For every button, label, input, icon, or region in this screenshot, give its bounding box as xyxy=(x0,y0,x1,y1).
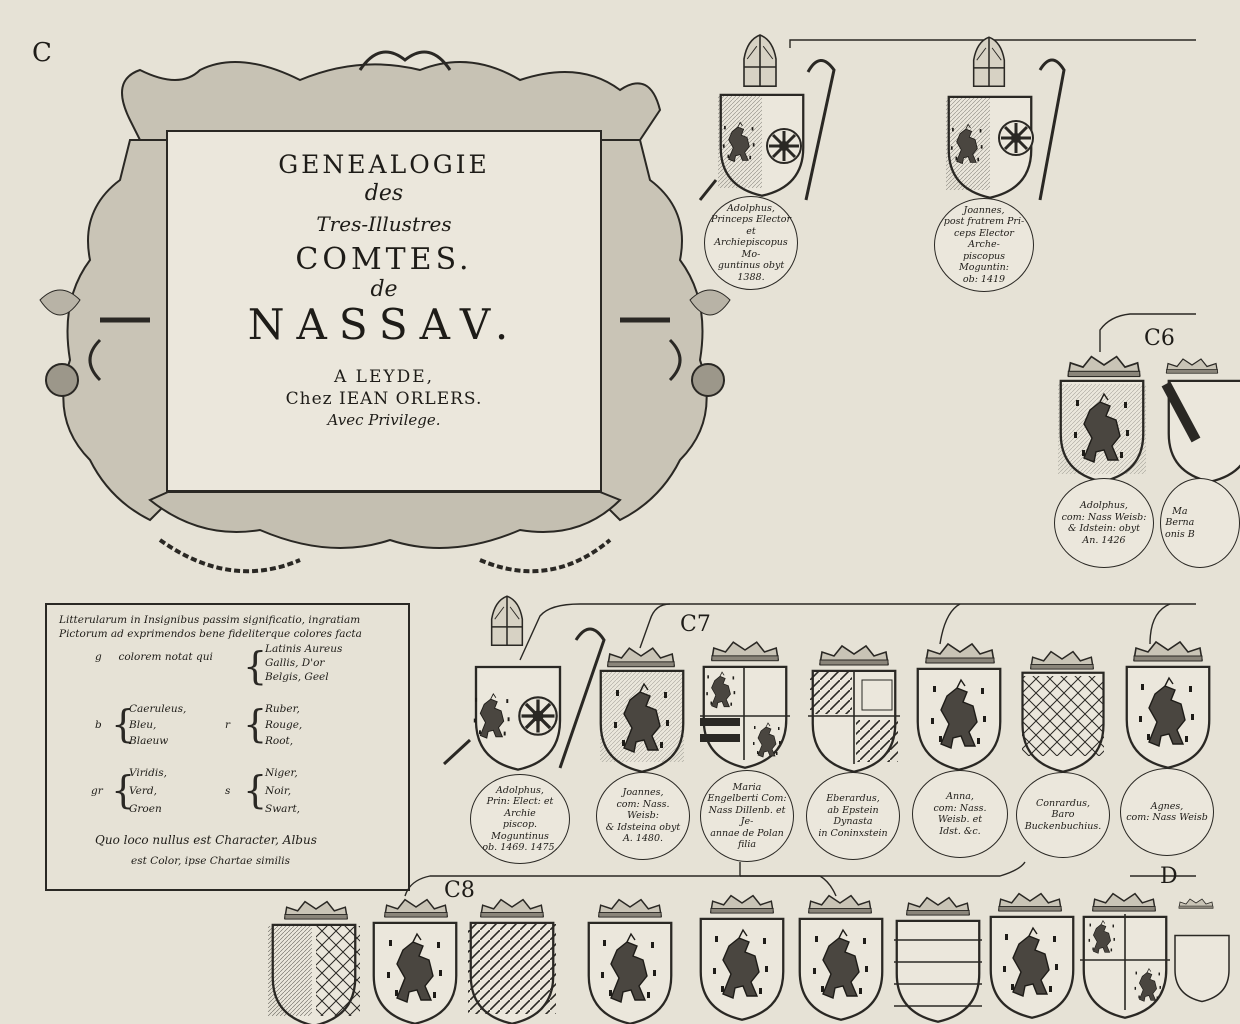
medallion-joannes-2: Joannes, com: Nass. Weisb: & Idsteina obyt A. 1480. xyxy=(596,772,690,860)
generation-tag-d: D xyxy=(1160,864,1178,889)
arms-joannes-2 xyxy=(600,648,684,772)
medallion-anna: Anna, com: Nass. Weisb. et Idst. &c. xyxy=(912,770,1008,858)
legend-r-2: Rouge, xyxy=(265,719,303,731)
title-de: de xyxy=(370,277,398,302)
medallion-adolphus-2: Adolphus, com: Nass Weisb: & Idstein: obyt An. 1426 xyxy=(1054,478,1154,568)
legend-g-1: Latinis Aureus xyxy=(265,643,343,655)
legend-s-2: Noir, xyxy=(265,785,292,797)
imprint-publisher: Chez IEAN ORLERS. xyxy=(285,389,483,409)
arms-conrardus xyxy=(1022,652,1104,772)
medallion-joannes-1: Joannes, post fratrem Pri- ceps Elector Arche- piscopus Moguntin: ob: 1419 xyxy=(934,198,1034,292)
medallion-conrardus: Conrardus, Baro Buckenbuchius. xyxy=(1016,772,1110,858)
medallion-agnes: Agnes, com: Nass Weisb xyxy=(1120,768,1214,856)
medallion-adolphus-1: Adolphus, Princeps Elector et Archiepiscopus Mo- guntinus obyt 1388. xyxy=(704,196,798,290)
imprint-privilege: Avec Privilege. xyxy=(327,411,441,429)
legend-footer-2: est Color, ipse Chartae similis xyxy=(131,855,291,867)
medallion-adolphus-3: Adolphus, Prin: Elect: et Archie piscop. Moguntinus ob. 1469. 1475. xyxy=(470,774,570,864)
legend-gr-1: Viridis, xyxy=(129,767,167,779)
arms-anna xyxy=(918,644,1001,770)
arms-adolphus-3 xyxy=(444,596,604,770)
arms-agnes xyxy=(1127,642,1210,768)
medallion-maria: Maria Engelberti Com: Nass Dillenb. et Je- annae de Polan filia xyxy=(700,770,794,862)
medallion-eberardus: Eberardus, ab Epstein Dynasta in Coninxstein xyxy=(806,772,900,860)
title-tres-illustres: Tres-Illustres xyxy=(316,212,452,236)
legend-b-1: Caeruleus, xyxy=(129,703,187,715)
legend-s-1: Niger, xyxy=(265,767,298,779)
legend-r-3: Root, xyxy=(265,735,294,747)
title-des: des xyxy=(364,181,404,206)
arms-maria xyxy=(700,642,790,768)
medallion-partial: Ma Berna onis B xyxy=(1160,478,1240,568)
legend-key-g: g xyxy=(95,651,102,663)
generation-tag-c6: C6 xyxy=(1144,326,1175,351)
legend-b-3: Blaeuw xyxy=(129,735,169,747)
legend-g-2: Gallis, D'or xyxy=(265,657,325,669)
legend-r-1: Ruber, xyxy=(265,703,300,715)
arms-adolphus-2 xyxy=(1058,357,1146,482)
arms-row-c8 xyxy=(268,894,1229,1024)
legend-key-r: r xyxy=(225,719,231,731)
title-nassau: NASSAV. xyxy=(247,300,521,349)
legend-s-3: Swart, xyxy=(265,803,301,815)
title-comtes: COMTES. xyxy=(295,242,473,277)
legend-key-b: b xyxy=(95,719,102,731)
legend-footer-1: Quo loco nullus est Character, Albus xyxy=(95,833,317,847)
arms-joannes-1 xyxy=(946,37,1064,200)
title-cartouche xyxy=(166,130,602,492)
sheet-letter: C xyxy=(32,38,52,68)
legend-key-gr: gr xyxy=(91,785,103,797)
arms-adolphus-1 xyxy=(700,35,834,200)
legend-b-2: Bleu, xyxy=(129,719,157,731)
legend-key-s: s xyxy=(225,785,231,797)
arms-eberardus xyxy=(808,646,900,772)
generation-tag-c8: C8 xyxy=(444,878,475,903)
legend-g-3: Belgis, Geel xyxy=(265,671,329,683)
title-genealogie: GENEALOGIE xyxy=(278,150,490,179)
arms-partial xyxy=(1166,359,1240,482)
legend-gr-3: Groen xyxy=(129,803,162,815)
colour-legend: Litterularum in Insignibus passim significatio, ingratiam Pictorum ad exprimendos bene fideliterque colores facta g colorem notat qui { Latinis Aureus Gallis, D'or Belgis, Geel b { Caeruleus, Bleu, Blaeuw r { Ruber, Rouge, Root, gr { Viridis, Verd, Groen s { Niger, Noir, Swart, Quo loco nullus est Character, Albus est Color, ipse Chartae similis xyxy=(45,603,410,891)
imprint-place: A LEYDE, xyxy=(333,367,435,387)
generation-tag-c7: C7 xyxy=(680,612,711,637)
legend-intro: Litterularum in Insignibus passim significatio, ingratiam Pictorum ad exprimendos bene fideliterque colores facta xyxy=(59,614,362,640)
legend-gr-2: Verd, xyxy=(129,785,157,797)
legend-g-text: colorem notat qui xyxy=(118,651,213,663)
